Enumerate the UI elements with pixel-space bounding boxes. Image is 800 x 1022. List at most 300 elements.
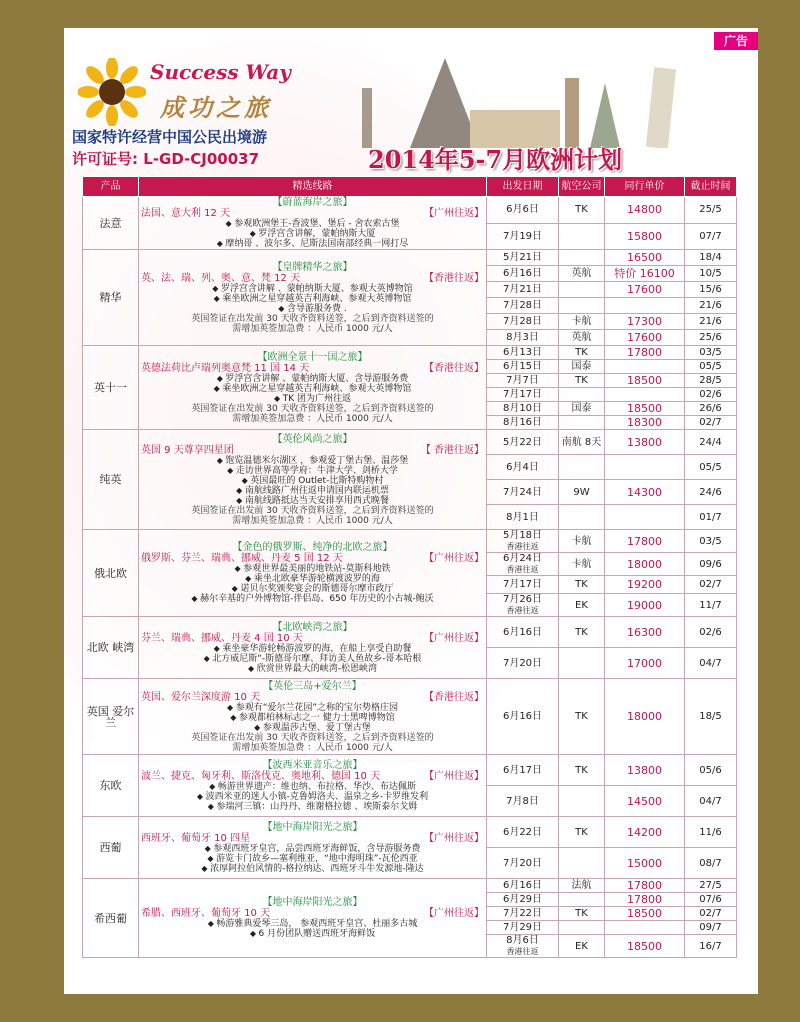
route-cell bbox=[139, 879, 487, 958]
airline bbox=[559, 416, 605, 430]
route-countries: 西班牙、葡萄牙 10 四星 bbox=[141, 832, 251, 844]
route-highlight: ◆ 赫尔辛基的户外博物馆-伴侣岛、650 年历史的小古城-鲍沃 bbox=[141, 594, 484, 604]
departure-date bbox=[487, 223, 559, 250]
deadline: 04/7 bbox=[685, 648, 737, 679]
deadline: 18/5 bbox=[685, 679, 737, 755]
price: 18300 bbox=[605, 416, 685, 430]
route-highlight: ◆ 乘坐欧洲之星穿越英吉利海峡、参观大英博物馆 bbox=[141, 294, 484, 304]
airline: 国泰 bbox=[559, 360, 605, 374]
route-name: 【欧洲全景十一国之旅】 bbox=[257, 351, 368, 363]
table-row bbox=[83, 530, 737, 553]
airline: TK bbox=[559, 817, 605, 848]
product-cell: 英国 爱尔兰 bbox=[83, 679, 139, 755]
airline bbox=[559, 282, 605, 298]
route-line bbox=[141, 363, 484, 374]
brand-en: Success Way bbox=[150, 60, 291, 84]
deadline: 09/7 bbox=[685, 921, 737, 935]
route-line bbox=[141, 208, 484, 219]
landmarks-illustration bbox=[350, 48, 710, 148]
deadline: 07/7 bbox=[685, 223, 737, 250]
deadline: 02/7 bbox=[685, 907, 737, 921]
airline bbox=[559, 388, 605, 402]
price: 13800 bbox=[605, 755, 685, 786]
product-cell: 东欧 bbox=[83, 755, 139, 817]
route-port: 【广州往返】 bbox=[424, 832, 484, 844]
price: 14500 bbox=[605, 786, 685, 817]
airline: TK bbox=[559, 755, 605, 786]
big-ben-shape bbox=[565, 78, 579, 148]
route-port: 【广州往返】 bbox=[424, 770, 484, 782]
route-highlight: ◆ 6 月份团队赠送西班牙海鲜饭 bbox=[141, 929, 484, 939]
visa-note: 英国签证在出发前 30 天收齐资料送签，之后到齐资料送签的 bbox=[191, 313, 434, 324]
route-highlight: ◆ 走访世界高等学府：牛津大学、剑桥大学 bbox=[141, 466, 484, 476]
departure-date bbox=[487, 935, 559, 958]
route-highlight: ◆ 游览卡门故乡—塞利维亚，“地中海明珠”-瓦伦西亚 bbox=[141, 854, 484, 864]
route-line bbox=[141, 908, 484, 919]
price: 特价 16100 bbox=[605, 266, 685, 282]
date-text: 7月21日 bbox=[502, 284, 543, 295]
route-highlight: ◆ 诺贝尔奖颁奖宴会的斯德哥尔摩市政厅 bbox=[141, 584, 484, 594]
route-highlight: ◆ 畅游世界遗产：维也纳、布拉格、华沙、布达佩斯 bbox=[141, 782, 484, 792]
price: 18000 bbox=[605, 679, 685, 755]
date-text: 6月22日 bbox=[502, 826, 543, 838]
departure-date bbox=[487, 480, 559, 505]
date-text: 7月20日 bbox=[502, 857, 543, 869]
departure-date bbox=[487, 346, 559, 360]
product-cell: 希西葡 bbox=[83, 879, 139, 958]
product-cell: 英十一 bbox=[83, 346, 139, 430]
visa-note: 需增加英签加急费 ：人民币 1000 元/人 bbox=[232, 323, 393, 334]
price: 18500 bbox=[605, 374, 685, 388]
route-highlight: ◆ 英国最旺的 Outlet-比斯特购物村 bbox=[141, 476, 484, 486]
departure-date bbox=[487, 314, 559, 330]
airline: EK bbox=[559, 935, 605, 958]
table-row bbox=[83, 430, 737, 455]
route-highlight: ◆ 参瑞河三镇：山丹丹、维谢格拉德 、埃斯泰尔戈姆 bbox=[141, 802, 484, 812]
deadline: 05/5 bbox=[685, 455, 737, 480]
airline bbox=[559, 250, 605, 266]
ad-tag: 广告 bbox=[714, 32, 758, 50]
deadline: 28/5 bbox=[685, 374, 737, 388]
route-cell bbox=[139, 817, 487, 879]
price: 17800 bbox=[605, 346, 685, 360]
airline: TK bbox=[559, 679, 605, 755]
price bbox=[605, 505, 685, 530]
date-text: 7月8日 bbox=[506, 795, 539, 807]
departure-date bbox=[487, 374, 559, 388]
airline: 卡航 bbox=[559, 530, 605, 553]
price: 19000 bbox=[605, 594, 685, 617]
price bbox=[605, 298, 685, 314]
route-name: 【金色的俄罗斯、纯净的北欧之旅】 bbox=[232, 542, 393, 553]
deadline: 02/7 bbox=[685, 416, 737, 430]
footer-logo: 广西版 bbox=[611, 1003, 639, 1013]
route-countries: 希腊、西班牙、葡萄牙 10 天 bbox=[141, 908, 271, 919]
departure-date bbox=[487, 879, 559, 893]
deadline: 10/5 bbox=[685, 266, 737, 282]
date-text: 6月4日 bbox=[506, 461, 539, 473]
product-cell: 精华 bbox=[83, 250, 139, 346]
airline: TK bbox=[559, 346, 605, 360]
deadline: 16/7 bbox=[685, 935, 737, 958]
price: 14200 bbox=[605, 817, 685, 848]
route-countries: 波兰、捷克、匈牙利、斯洛伐克、奥地利、德国 10 天 bbox=[141, 770, 381, 782]
deadline: 25/5 bbox=[685, 197, 737, 224]
product-cell: 西葡 bbox=[83, 817, 139, 879]
deadline: 02/6 bbox=[685, 617, 737, 648]
product-cell: 法意 bbox=[83, 197, 139, 250]
airline bbox=[559, 298, 605, 314]
table-row bbox=[83, 617, 737, 648]
price: 18000 bbox=[605, 553, 685, 576]
date-text: 8月16日 bbox=[502, 417, 543, 428]
route-countries: 俄罗斯、芬兰、瑞典、挪威、丹麦 5 国 12 天 bbox=[141, 553, 343, 564]
departure-date bbox=[487, 282, 559, 298]
airline: TK bbox=[559, 907, 605, 921]
route-highlight: ◆ 畅游雅典爱琴三岛， 参观西班牙皇宫、杜丽多古城 bbox=[141, 919, 484, 929]
date-text: 6月16日 bbox=[502, 268, 543, 279]
eiffel-tower-shape bbox=[410, 58, 480, 148]
departure-date bbox=[487, 553, 559, 576]
column-header: 出发日期 bbox=[487, 177, 559, 197]
date-text: 5月21日 bbox=[502, 252, 543, 263]
date-text: 6月16日 bbox=[502, 880, 543, 891]
route-port: 【广州往返】 bbox=[424, 632, 484, 644]
price bbox=[605, 360, 685, 374]
statue-of-liberty-shape bbox=[362, 88, 372, 148]
route-port: 【香港往返】 bbox=[424, 362, 484, 374]
price: 17800 bbox=[605, 893, 685, 907]
price: 16300 bbox=[605, 617, 685, 648]
date-text: 6月16日 bbox=[502, 711, 543, 722]
route-highlight: ◆ 参观都柏林标志之一 健力士黑啤博物馆 bbox=[141, 713, 484, 723]
date-text: 7月20日 bbox=[502, 657, 543, 669]
table-row bbox=[83, 755, 737, 786]
route-highlight: ◆ 罗浮宫含讲解，蒙帕纳斯大厦 bbox=[141, 229, 484, 239]
deadline: 02/7 bbox=[685, 576, 737, 594]
route-line bbox=[141, 273, 484, 284]
departure-date bbox=[487, 648, 559, 679]
visa-note: 需增加英签加急费 ：人民币 1000 元/人 bbox=[232, 515, 393, 526]
route-highlight: ◆ 波西米亚的迷人小镇-克鲁姆洛夫、温泉之乡-卡罗维发利 bbox=[141, 792, 484, 802]
date-text: 7月24日 bbox=[502, 486, 543, 498]
date-sub: 香港往返 bbox=[506, 565, 539, 574]
route-highlight: ◆ 饱览温德米尔湖区 ，参观爱丁堡古堡、温莎堡 bbox=[141, 456, 484, 466]
column-header: 产品 bbox=[83, 177, 139, 197]
route-cell bbox=[139, 617, 487, 679]
deadline: 27/5 bbox=[685, 879, 737, 893]
date-sub: 香港往返 bbox=[506, 947, 539, 956]
date-sub: 香港往返 bbox=[506, 606, 539, 615]
airline: 法航 bbox=[559, 879, 605, 893]
route-name: 【波西米亚音乐之旅】 bbox=[262, 759, 363, 771]
table-header-row bbox=[83, 177, 737, 197]
date-text: 8月1日 bbox=[506, 511, 539, 523]
departure-date bbox=[487, 817, 559, 848]
route-cell bbox=[139, 250, 487, 346]
date-text: 7月17日 bbox=[502, 389, 543, 400]
brand-cn: 成功之旅 bbox=[160, 93, 272, 122]
price: 15800 bbox=[605, 223, 685, 250]
airline bbox=[559, 505, 605, 530]
deadline: 09/6 bbox=[685, 553, 737, 576]
footer bbox=[480, 1000, 730, 1013]
route-highlight: ◆ 参观世界最美丽的地铁站-莫斯科地铁 bbox=[141, 564, 484, 574]
deadline: 11/7 bbox=[685, 594, 737, 617]
route-line bbox=[141, 833, 484, 844]
price: 17600 bbox=[605, 330, 685, 346]
route-countries: 英国 9 天尊享四星团 bbox=[141, 444, 234, 456]
route-line bbox=[141, 445, 484, 456]
product-cell: 纯英 bbox=[83, 430, 139, 530]
airline bbox=[559, 223, 605, 250]
departure-date bbox=[487, 786, 559, 817]
departure-date bbox=[487, 360, 559, 374]
departure-date bbox=[487, 617, 559, 648]
date-text: 7月26日 bbox=[502, 594, 543, 605]
sunflower-logo-icon bbox=[78, 58, 146, 126]
route-name: 【皇牌精华之旅】 bbox=[272, 261, 353, 273]
departure-date bbox=[487, 530, 559, 553]
price: 16500 bbox=[605, 250, 685, 266]
route-highlight: ◆ 乘坐北欧豪华游轮横渡波罗的海 bbox=[141, 574, 484, 584]
price: 17800 bbox=[605, 879, 685, 893]
departure-date bbox=[487, 848, 559, 879]
deadline: 11/6 bbox=[685, 817, 737, 848]
visa-note: 英国签证在出发前 30 天收齐资料送签，之后到齐资料送签的 bbox=[191, 732, 434, 743]
price: 17800 bbox=[605, 530, 685, 553]
route-cell bbox=[139, 197, 487, 250]
departure-date bbox=[487, 455, 559, 480]
route-cell bbox=[139, 346, 487, 430]
table-row bbox=[83, 817, 737, 848]
route-highlight: ◆ 摩纳哥 、波尔多、尼斯法国南部经典一网打尽 bbox=[141, 239, 484, 249]
route-highlight: ◆ 乘坐豪华游轮畅游波罗的海，在船上享受自助餐 bbox=[141, 644, 484, 654]
date-text: 5月18日 bbox=[502, 530, 543, 541]
route-port: 【香港往返】 bbox=[424, 691, 484, 703]
deadline: 05/5 bbox=[685, 360, 737, 374]
deadline: 18/4 bbox=[685, 250, 737, 266]
deadline: 24/4 bbox=[685, 430, 737, 455]
airline: TK bbox=[559, 617, 605, 648]
table-row bbox=[83, 250, 737, 266]
table-row bbox=[83, 197, 737, 224]
route-highlight: ◆ 罗浮宫含讲解 、蒙帕纳斯大厦、参观大英博物馆 bbox=[141, 284, 484, 294]
airline: TK bbox=[559, 374, 605, 388]
price: 14800 bbox=[605, 197, 685, 224]
airline bbox=[559, 893, 605, 907]
date-text: 8月3日 bbox=[506, 332, 539, 343]
route-highlight: ◆ 含导游服务费 . bbox=[141, 304, 484, 314]
date-text: 7月22日 bbox=[502, 908, 543, 919]
price: 18500 bbox=[605, 935, 685, 958]
route-line bbox=[141, 633, 484, 644]
route-highlight: ◆ 欣赏世界最大的峡湾-松恩峡湾 bbox=[141, 664, 484, 674]
route-name: 【地中海岸阳光之旅】 bbox=[262, 897, 363, 908]
deadline: 05/6 bbox=[685, 755, 737, 786]
airline bbox=[559, 648, 605, 679]
route-cell bbox=[139, 679, 487, 755]
route-port: 【广州往返】 bbox=[424, 553, 484, 564]
route-countries: 芬兰、瑞典、挪威、丹麦 4 国 10 天 bbox=[141, 632, 303, 644]
date-text: 6月16日 bbox=[502, 626, 543, 638]
route-countries: 英国、爱尔兰深度游 10 天 bbox=[141, 691, 261, 703]
deadline: 03/5 bbox=[685, 346, 737, 360]
visa-note: 英国签证在出发前 30 天收齐资料送签，之后到齐资料送签的 bbox=[191, 403, 434, 414]
route-name: 【蔚蓝海岸之旅】 bbox=[272, 197, 353, 208]
route-port: 【 香港往返】 bbox=[420, 444, 484, 456]
departure-date bbox=[487, 402, 559, 416]
route-countries: 法国、意大利 12 天 bbox=[141, 208, 231, 219]
deadline: 04/7 bbox=[685, 786, 737, 817]
date-text: 8月6日 bbox=[506, 935, 539, 946]
departure-date bbox=[487, 298, 559, 314]
route-port: 【广州往返】 bbox=[424, 908, 484, 919]
route-highlight: ◆ TK 团为广州往返 bbox=[141, 394, 484, 404]
route-line bbox=[141, 553, 484, 564]
price bbox=[605, 388, 685, 402]
route-highlight: ◆ 北方威尼斯“-斯德哥尔摩、拜访美人鱼故乡-哥本哈根 bbox=[141, 654, 484, 664]
route-highlight: ◆ 参观西班牙皇宫，品尝西班牙海鲜饭，含导游服务费 bbox=[141, 844, 484, 854]
route-cell bbox=[139, 530, 487, 617]
route-countries: 英、法、瑞、列、奥、意、梵 12 天 bbox=[141, 272, 301, 284]
date-text: 7月28日 bbox=[502, 300, 543, 311]
column-header: 航空公司 bbox=[559, 177, 605, 197]
price: 13800 bbox=[605, 430, 685, 455]
deadline: 15/6 bbox=[685, 282, 737, 298]
airline bbox=[559, 848, 605, 879]
price bbox=[605, 921, 685, 935]
airline: 9W bbox=[559, 480, 605, 505]
page-number: 29 bbox=[706, 995, 723, 1010]
deadline: 02/6 bbox=[685, 388, 737, 402]
date-text: 6月15日 bbox=[502, 361, 543, 372]
route-highlight: ◆ 南航线路抵达当天安排享用西式晚餐 bbox=[141, 496, 484, 506]
price: 17000 bbox=[605, 648, 685, 679]
route-highlight: ◆ 罗浮宫含讲解 、蒙帕纳斯大厦、含导游服务费 bbox=[141, 374, 484, 384]
tour-plan-table bbox=[82, 176, 737, 958]
price: 18500 bbox=[605, 402, 685, 416]
date-text: 7月29日 bbox=[502, 922, 543, 933]
deadline: 21/6 bbox=[685, 314, 737, 330]
airline bbox=[559, 786, 605, 817]
product-cell: 北欧 峡湾 bbox=[83, 617, 139, 679]
date-text: 8月10日 bbox=[502, 403, 543, 414]
price: 19200 bbox=[605, 576, 685, 594]
table-row bbox=[83, 879, 737, 893]
departure-date bbox=[487, 266, 559, 282]
license-number: 许可证号: L-GD-CJ00037 bbox=[72, 150, 260, 168]
product-cell: 俄北欧 bbox=[83, 530, 139, 617]
column-header: 截止时间 bbox=[685, 177, 737, 197]
route-port: 【香港往返】 bbox=[424, 272, 484, 284]
route-highlight: ◆ 乘坐欧洲之星穿越英吉利海峡、参观大英博物馆 bbox=[141, 384, 484, 394]
deadline: 24/6 bbox=[685, 480, 737, 505]
route-port: 【广州往返】 bbox=[424, 208, 484, 219]
deadline: 26/6 bbox=[685, 402, 737, 416]
departure-date bbox=[487, 755, 559, 786]
route-name: 【英伦三岛+爱尔兰】 bbox=[263, 680, 362, 692]
visa-note: 需增加英签加急费 ：人民币 1000 元/人 bbox=[232, 742, 393, 753]
column-header: 同行单价 bbox=[605, 177, 685, 197]
price: 17300 bbox=[605, 314, 685, 330]
visa-note: 英国签证在出发前 30 天收齐资料送签，之后到齐资料送签的 bbox=[191, 505, 434, 516]
date-text: 6月24日 bbox=[502, 553, 543, 564]
departure-date bbox=[487, 330, 559, 346]
visa-note: 需增加英签加急费 ：人民币 1000 元/人 bbox=[232, 413, 393, 424]
deadline: 01/7 bbox=[685, 505, 737, 530]
departure-date bbox=[487, 679, 559, 755]
airline: 国泰 bbox=[559, 402, 605, 416]
plan-title: 2014年5-7月欧洲计划 bbox=[368, 145, 623, 174]
deadline: 21/6 bbox=[685, 298, 737, 314]
airline: TK bbox=[559, 576, 605, 594]
airline: TK bbox=[559, 197, 605, 224]
departure-date bbox=[487, 907, 559, 921]
route-line bbox=[141, 692, 484, 703]
route-name: 【北欧峡湾之旅】 bbox=[272, 621, 353, 633]
departure-date bbox=[487, 893, 559, 907]
route-highlight: ◆ 参观有“爱尔兰花园”之称的宝尔势格庄园 bbox=[141, 703, 484, 713]
route-highlight: ◆ 参观温莎古堡、爱丁堡古堡 bbox=[141, 723, 484, 733]
departure-date bbox=[487, 416, 559, 430]
date-text: 6月13日 bbox=[502, 347, 543, 358]
church-shape bbox=[590, 83, 620, 148]
airline bbox=[559, 921, 605, 935]
departure-date bbox=[487, 594, 559, 617]
route-highlight: ◆ 浓厚阿拉伯风情的-格拉纳达、西班牙斗牛发源地-隆达 bbox=[141, 864, 484, 874]
date-text: 6月17日 bbox=[502, 764, 543, 776]
airline: 卡航 bbox=[559, 314, 605, 330]
departure-date bbox=[487, 505, 559, 530]
table-row bbox=[83, 679, 737, 755]
deadline: 07/6 bbox=[685, 893, 737, 907]
date-text: 7月7日 bbox=[506, 375, 539, 386]
route-line bbox=[141, 771, 484, 782]
price: 15000 bbox=[605, 848, 685, 879]
date-text: 7月17日 bbox=[502, 579, 543, 590]
column-header: 精选线路 bbox=[139, 177, 487, 197]
table-row bbox=[83, 346, 737, 360]
airline bbox=[559, 455, 605, 480]
departure-date bbox=[487, 250, 559, 266]
airline: 英航 bbox=[559, 266, 605, 282]
leaning-tower-shape bbox=[646, 67, 676, 148]
route-highlight: ◆ 参观欧洲堡王-香波堡、堡后 - 舍农索古堡 bbox=[141, 219, 484, 229]
price bbox=[605, 455, 685, 480]
departure-date bbox=[487, 921, 559, 935]
date-text: 6月6日 bbox=[506, 204, 539, 216]
route-name: 【地中海岸阳光之旅】 bbox=[262, 821, 363, 833]
price: 17600 bbox=[605, 282, 685, 298]
departure-date bbox=[487, 197, 559, 224]
date-text: 6月29日 bbox=[502, 894, 543, 905]
route-countries: 英德法荷比卢瑞列奥意梵 11 国 14 天 bbox=[141, 362, 310, 374]
date-sub: 香港往返 bbox=[506, 542, 539, 551]
price: 14300 bbox=[605, 480, 685, 505]
deadline: 25/6 bbox=[685, 330, 737, 346]
departure-date bbox=[487, 576, 559, 594]
departure-date bbox=[487, 388, 559, 402]
airline: 英航 bbox=[559, 330, 605, 346]
airline: 南航 8天 bbox=[559, 430, 605, 455]
date-text: 7月28日 bbox=[502, 316, 543, 327]
route-name: 【英伦风尚之旅】 bbox=[272, 433, 353, 445]
slogan: 国家特许经营中国公民出境游 bbox=[72, 128, 268, 146]
footer-text: 欢迎浏览电子版 www.zyoo.net bbox=[480, 1003, 609, 1013]
deadline: 03/5 bbox=[685, 530, 737, 553]
route-cell bbox=[139, 755, 487, 817]
